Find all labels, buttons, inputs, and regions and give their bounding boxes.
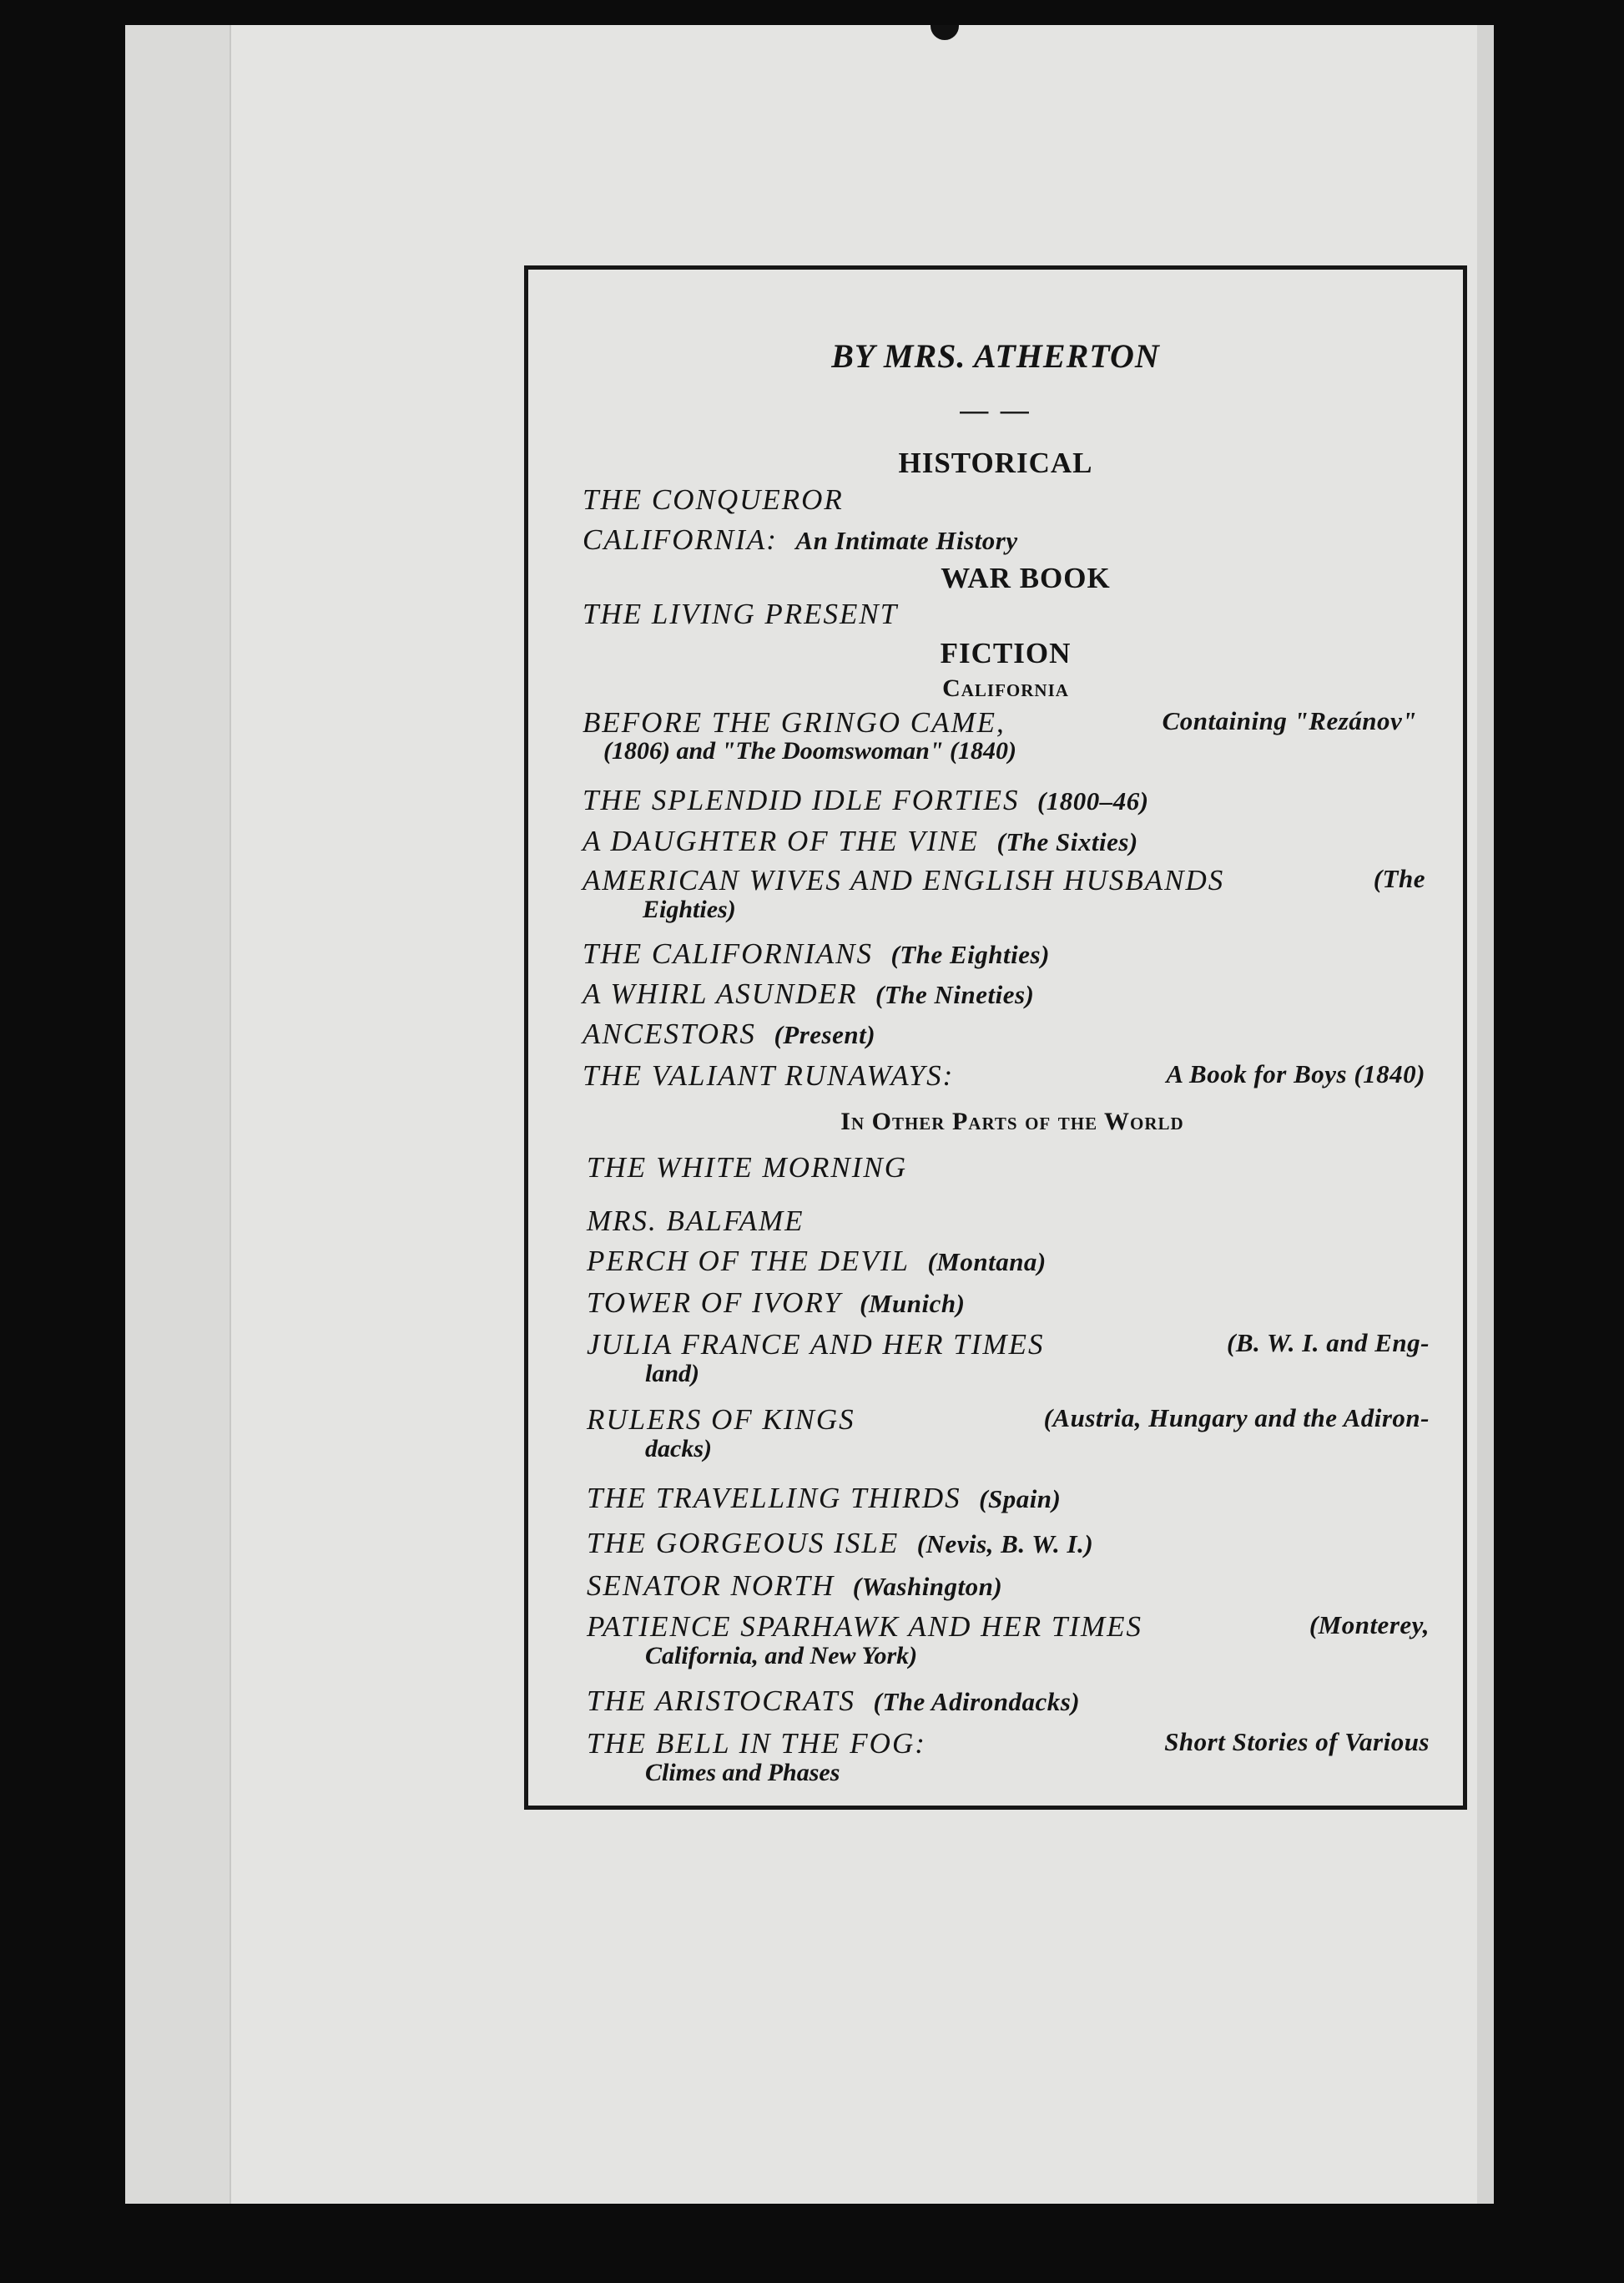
book-title: SENATOR NORTH [587,1569,835,1602]
book-entry [583,483,844,517]
book-note: (B. W. I. and Eng- [1227,1328,1430,1357]
book-title: THE LIVING PRESENT [583,598,899,630]
book-note-continued: land) [645,1360,700,1387]
book-entry [587,1151,907,1184]
book-note: (The Eighties) [890,940,1050,969]
page-right-edge [1477,25,1494,2204]
book-title: THE TRAVELLING THIRDS [587,1482,961,1514]
book-entry [583,864,1425,897]
book-note: (1800–46) [1036,786,1149,816]
subheading-other-parts: In Other Parts of the World [840,1108,1184,1135]
book-entry [587,1403,1430,1437]
advertisement-box [524,265,1467,1810]
book-note: (Monterey, [1309,1610,1430,1639]
book-title: THE GORGEOUS ISLE [587,1527,900,1559]
book-note: (Montana) [927,1247,1047,1276]
book-note: A Book for Boys (1840) [1166,1059,1425,1088]
book-note: Short Stories of Various [1164,1727,1430,1756]
book-entry [583,977,1034,1011]
book-note: Containing "Rezánov" [1162,706,1417,735]
book-note: (The Nineties) [875,980,1035,1009]
book-note: (The Sixties) [996,827,1138,856]
book-note: (Austria, Hungary and the Adiron- [1043,1403,1430,1432]
book-title: CALIFORNIA: [583,523,778,556]
book-entry [587,1245,1047,1278]
subheading-california: California [942,674,1069,702]
page-edge [125,25,231,2204]
book-note: (Nevis, B. W. I.) [916,1529,1094,1558]
book-title: PERCH OF THE DEVIL [587,1245,910,1277]
book-note: An Intimate History [795,526,1018,555]
book-note-continued: (1806) and "The Doomswoman" (1840) [603,737,1016,765]
book-note: (Washington) [852,1572,1003,1601]
book-entry [583,784,1149,817]
book-title: THE VALIANT RUNAWAYS: [583,1059,955,1092]
book-note: (The [1373,864,1425,893]
book-entry [587,1286,965,1320]
book-entry [587,1727,1430,1760]
book-entry [587,1328,1430,1361]
book-title: THE WHITE MORNING [587,1151,907,1184]
book-title: ANCESTORS [583,1018,756,1050]
book-title: A WHIRL ASUNDER [583,977,858,1010]
heading-war-book: WAR BOOK [941,562,1111,594]
book-title: A DAUGHTER OF THE VINE [583,825,979,857]
book-entry [583,825,1138,858]
book-title: THE ARISTOCRATS [587,1684,856,1717]
book-entry [587,1684,1080,1718]
book-note: (The Adirondacks) [873,1687,1081,1716]
title-separator: — — [960,395,1031,426]
book-note-continued: Eighties) [643,896,736,923]
book-title: BEFORE THE GRINGO CAME, [583,706,1006,739]
book-title: RULERS OF KINGS [587,1403,855,1436]
book-title: THE CONQUEROR [583,483,844,516]
heading-historical: HISTORICAL [898,447,1093,479]
book-note-continued: dacks) [645,1435,712,1462]
page-title: BY MRS. ATHERTON [831,337,1160,375]
book-entry [587,1527,1093,1560]
book-entry [587,1610,1430,1644]
book-title: PATIENCE SPARHAWK AND HER TIMES [587,1610,1143,1643]
book-entry [587,1569,1002,1603]
book-entry [583,1059,1425,1093]
book-title: THE CALIFORNIANS [583,937,873,970]
book-entry [587,1482,1061,1515]
book-note-continued: Climes and Phases [645,1759,840,1786]
book-entry [587,1205,804,1238]
book-title: AMERICAN WIVES AND ENGLISH HUSBANDS [583,864,1225,897]
book-title: JULIA FRANCE AND HER TIMES [587,1328,1045,1361]
book-note: (Munich) [860,1289,966,1318]
book-title: THE SPLENDID IDLE FORTIES [583,784,1020,816]
book-note: (Spain) [979,1484,1062,1513]
book-title: TOWER OF IVORY [587,1286,842,1319]
book-entry [583,1018,875,1051]
book-title: THE BELL IN THE FOG: [587,1727,926,1760]
book-title: MRS. BALFAME [587,1205,804,1237]
book-entry [583,598,898,631]
heading-fiction: FICTION [940,637,1072,669]
book-entry [583,523,1018,557]
book-note: (Present) [774,1020,876,1049]
book-entry [583,706,1417,740]
book-entry [583,937,1050,971]
book-note-continued: California, and New York) [645,1642,918,1669]
